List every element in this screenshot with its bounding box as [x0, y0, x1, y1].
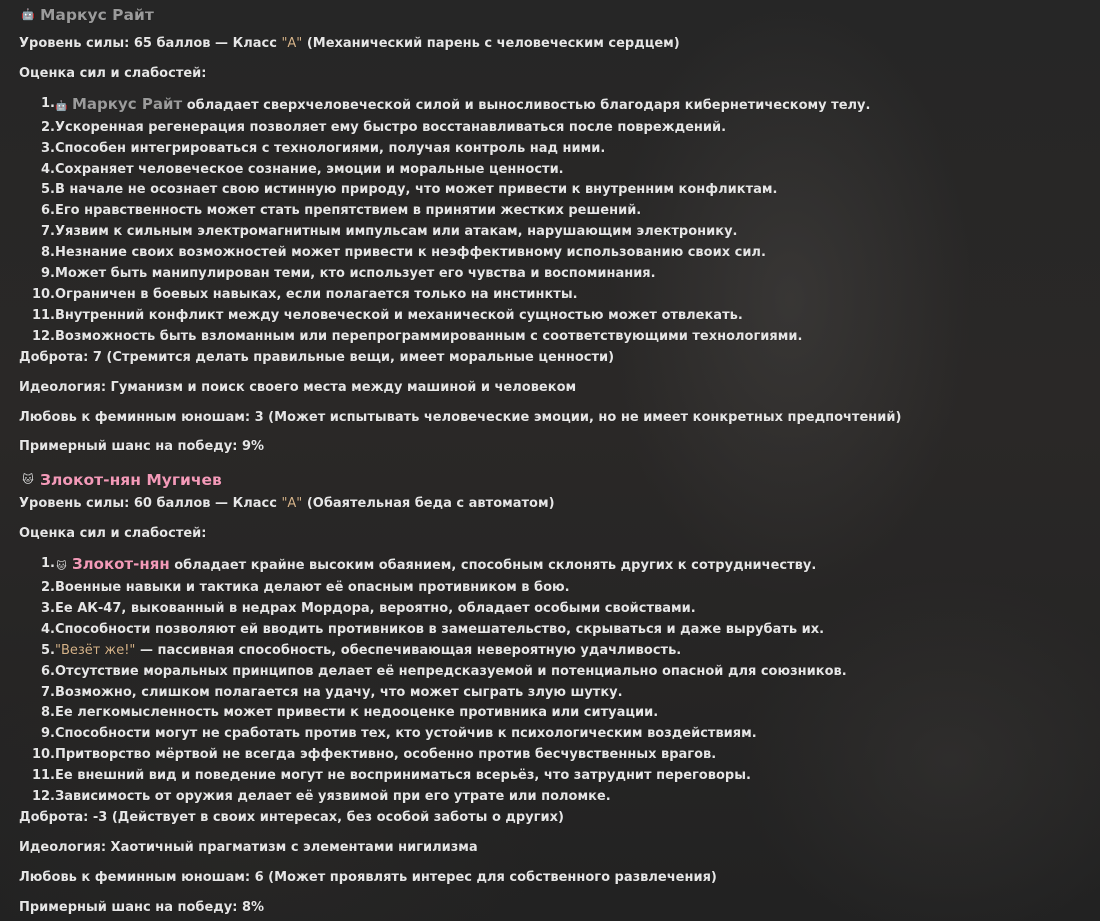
ideology-stat: Идеология: Гуманизм и поиск своего места между машиной и человеком — [19, 379, 577, 395]
list-item: 2. Ускоренная регенерация позволяет ему быстро восстанавливаться после повреждений. — [41, 119, 727, 135]
power-class: "A" — [281, 36, 303, 51]
list-item: 6. Отсутствие моральных принципов делает её непредсказуемой и потенциально опасной для союзников. — [41, 663, 847, 679]
robot-face-icon: 🤖 — [21, 8, 35, 21]
list-item: 12. Возможность быть взломанным или перепрограммированным с соответствующими технологиями. — [31, 328, 803, 344]
list-item: 8. Незнание своих возможностей может привести к неэффективному использованию своих сил. — [41, 245, 766, 261]
list-item: 5. В начале не осознает свою истинную природу, что может привести к внутренним конфликтам. — [41, 182, 778, 198]
kindness-stat: Доброта: 7 (Стремится делать правильные вещи, имеет моральные ценности) — [19, 349, 615, 365]
list-item: 9. Способности могут не сработать против тех, кто устойчив к психологическим воздействиям. — [41, 726, 757, 742]
list-item: 11. Ее внешний вид и поведение могут не восприниматься всерьёз, что затруднит переговоры. — [31, 768, 751, 784]
list-item: 4. Способности позволяют ей вводить противников в замешательство, скрываться и даже вырубать их. — [41, 621, 825, 637]
character-name-inline: Злокот-нян — [72, 555, 170, 574]
list-item: 8. Ее легкомысленность может привести к недооценке противника или ситуации. — [41, 705, 659, 721]
strengths-heading: Оценка сил и слабостей: — [19, 526, 207, 542]
win-chance: Примерный шанс на победу: 9% — [19, 439, 265, 455]
power-level: Уровень силы: 65 баллов — Класс "A" (Механический парень с человеческим сердцем) — [19, 36, 680, 51]
character-header-zlokot — [21, 468, 1094, 492]
love-stat: Любовь к феминным юношам: 6 (Может проявлять интерес для собственного развлечения) — [19, 869, 717, 885]
list-item: 2. Военные навыки и тактика делают её опасным противником в бою. — [41, 580, 570, 596]
abilities-list — [19, 94, 1094, 348]
list-item: 12. Зависимость от оружия делает её уязвимой при его утрате или поломке. — [31, 789, 611, 805]
ideology-stat: Идеология: Хаотичный прагматизм с элементами нигилизма — [19, 839, 478, 855]
win-chance: Примерный шанс на победу: 8% — [19, 899, 265, 915]
list-item: 1. 🤖 Маркус Райт обладает сверхчеловеческой силой и выносливостью благодаря кибернетическому телу. — [19, 94, 1094, 118]
strengths-heading: Оценка сил и слабостей: — [19, 65, 207, 81]
list-item: 5. "Везёт же!" — пассивная способность, обеспечивающая невероятную удачливость. — [41, 642, 682, 658]
character-header-marcus — [21, 3, 1094, 27]
power-level: Уровень силы: 60 баллов — Класс "A" (Обаятельная беда с автоматом) — [19, 496, 555, 512]
cat-face-icon: 🐱 — [22, 473, 34, 487]
love-stat: Любовь к феминным юношам: 3 (Может испытывать человеческие эмоции, но не имеет конкретных предпочтений) — [19, 409, 902, 425]
list-item: 10. Притворство мёртвой не всегда эффективно, особенно против бесчувственных врагов. — [31, 747, 717, 763]
kindness-stat: Доброта: -3 (Действует в своих интересах, без особой заботы о других) — [19, 810, 564, 825]
list-item: 11. Внутренний конфликт между человеческой и механической сущностью может отвлекать. — [31, 307, 743, 323]
list-item: 1. 🐱 Злокот-нян обладает крайне высоким обаянием, способным склонять других к сотрудничеству. — [19, 554, 1094, 578]
list-item: 3. Ее АК-47, выкованный в недрах Мордора, вероятно, обладает особыми свойствами. — [41, 600, 696, 616]
list-item: 3. Способен интегрироваться с технологиями, получая контроль над ними. — [41, 140, 606, 156]
power-class: "A" — [281, 496, 303, 512]
abilities-list — [19, 554, 1094, 808]
list-item: 9. Может быть манипулирован теми, кто использует его чувства и воспоминания. — [41, 266, 656, 282]
ability-quote: "Везёт же!" — [55, 642, 136, 658]
character-name: Злокот-нян Мугичев — [40, 471, 222, 490]
character-name: Маркус Райт — [40, 6, 154, 24]
character-name-inline: Маркус Райт — [72, 94, 183, 113]
chat-message-body — [19, 3, 1094, 919]
list-item: 10. Ограничен в боевых навыках, если полагается только на инстинкты. — [31, 286, 578, 302]
list-item: 6. Его нравственность может стать препятствием в принятии жестких решений. — [41, 203, 642, 219]
list-item: 4. Сохраняет человеческое сознание, эмоции и моральные ценности. — [41, 161, 564, 177]
list-item: 7. Уязвим к сильным электромагнитным импульсам или атакам, нарушающим электронику. — [41, 224, 738, 240]
robot-face-icon: 🤖 — [55, 100, 68, 112]
cat-face-icon: 🐱 — [56, 561, 67, 573]
list-item: 7. Возможно, слишком полагается на удачу, что может сыграть злую шутку. — [41, 684, 623, 700]
